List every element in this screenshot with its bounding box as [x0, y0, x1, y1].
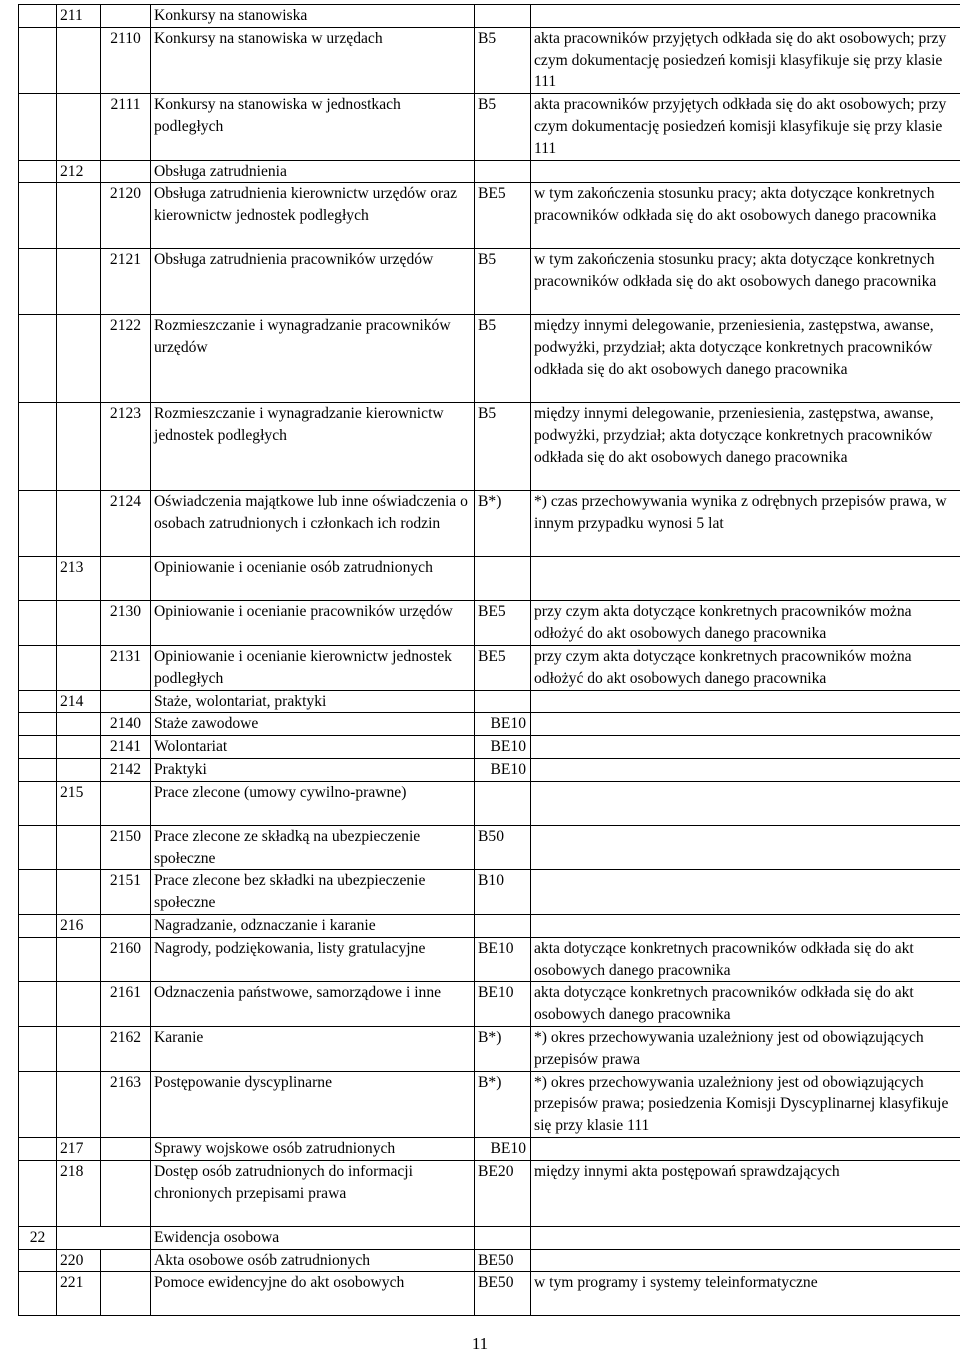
symbol-level-3: 2123 — [101, 403, 151, 491]
symbol-level-2 — [57, 183, 101, 249]
symbol-level-3: 2131 — [101, 645, 151, 690]
table-row — [19, 713, 960, 736]
symbol-level-1 — [19, 870, 57, 915]
remarks — [531, 1137, 960, 1160]
archive-category: BE20 — [475, 1160, 531, 1226]
remarks: między innymi delegowanie, przeniesienia, zastępstwa, awanse, podwyżki, przydział; akta dotyczące konkretnych pracowników odkłada się do akt osobowych danego pracownika — [531, 315, 960, 403]
table-row — [19, 183, 960, 249]
symbol-level-3: 2161 — [101, 982, 151, 1027]
symbol-level-1 — [19, 160, 57, 183]
archive-category — [475, 690, 531, 713]
symbol-level-2 — [57, 315, 101, 403]
table-row — [19, 914, 960, 937]
table-row — [19, 781, 960, 825]
class-title: Opiniowanie i ocenianie osób zatrudnionych — [151, 557, 475, 601]
table-row — [19, 645, 960, 690]
remarks — [531, 1226, 960, 1249]
remarks — [531, 825, 960, 870]
archive-category: B5 — [475, 94, 531, 160]
remarks: akta pracowników przyjętych odkłada się do akt osobowych; przy czym dokumentację posiedzeń komisji klasyfikuje się przy klasie 111 — [531, 94, 960, 160]
symbol-level-3: 2110 — [101, 27, 151, 93]
archive-category: BE10 — [475, 713, 531, 736]
class-title: Staże, wolontariat, praktyki — [151, 690, 475, 713]
symbol-level-1 — [19, 713, 57, 736]
archive-category: BE10 — [475, 937, 531, 982]
class-title: Konkursy na stanowiska — [151, 5, 475, 28]
symbol-level-2 — [57, 1071, 101, 1137]
remarks: *) okres przechowywania uzależniony jest od obowiązujących przepisów prawa — [531, 1026, 960, 1071]
symbol-level-2 — [57, 736, 101, 759]
archive-category: BE10 — [475, 982, 531, 1027]
symbol-level-2: 221 — [57, 1272, 101, 1316]
class-title: Rozmieszczanie i wynagradzanie kierownictw jednostek podległych — [151, 403, 475, 491]
symbol-level-1 — [19, 315, 57, 403]
table-row — [19, 1272, 960, 1316]
symbol-level-1 — [19, 249, 57, 315]
table-row — [19, 1137, 960, 1160]
symbol-level-1: 22 — [19, 1226, 57, 1249]
class-title: Sprawy wojskowe osób zatrudnionych — [151, 1137, 475, 1160]
symbol-level-2: 216 — [57, 914, 101, 937]
symbol-level-2: 217 — [57, 1137, 101, 1160]
class-title: Dostęp osób zatrudnionych do informacji chronionych przepisami prawa — [151, 1160, 475, 1226]
symbol-level-1 — [19, 758, 57, 781]
symbol-level-1 — [19, 825, 57, 870]
archive-category: BE10 — [475, 758, 531, 781]
symbol-level-1 — [19, 1137, 57, 1160]
remarks — [531, 758, 960, 781]
remarks: między innymi delegowanie, przeniesienia, zastępstwa, awanse, podwyżki, przydział; akta dotyczące konkretnych pracowników odkłada się do akt osobowych danego pracownika — [531, 403, 960, 491]
classification-table — [18, 4, 960, 1316]
symbol-level-1 — [19, 1026, 57, 1071]
table-row — [19, 5, 960, 28]
symbol-level-1 — [19, 1160, 57, 1226]
symbol-level-1 — [19, 1272, 57, 1316]
table-row — [19, 982, 960, 1027]
symbol-level-2 — [57, 403, 101, 491]
symbol-level-3: 2140 — [101, 713, 151, 736]
symbol-level-3: 2130 — [101, 601, 151, 646]
table-row — [19, 491, 960, 557]
symbol-level-2: 213 — [57, 557, 101, 601]
symbol-level-3 — [101, 160, 151, 183]
remarks: *) okres przechowywania uzależniony jest od obowiązujących przepisów prawa; posiedzenia Komisji Dyscyplinarnej klasyfikuje się przy klasie 111 — [531, 1071, 960, 1137]
archive-category: B*) — [475, 1071, 531, 1137]
class-title: Opiniowanie i ocenianie kierownictw jednostek podległych — [151, 645, 475, 690]
table-row — [19, 27, 960, 93]
symbol-level-3: 2160 — [101, 937, 151, 982]
symbol-level-1 — [19, 1249, 57, 1272]
symbol-level-2 — [57, 94, 101, 160]
archive-category — [475, 781, 531, 825]
symbol-level-3 — [101, 781, 151, 825]
class-title: Opiniowanie i ocenianie pracowników urzędów — [151, 601, 475, 646]
class-title: Konkursy na stanowiska w jednostkach podległych — [151, 94, 475, 160]
class-title: Karanie — [151, 1026, 475, 1071]
symbol-level-2: 220 — [57, 1249, 101, 1272]
archive-category: B*) — [475, 1026, 531, 1071]
symbol-level-1 — [19, 937, 57, 982]
table-row — [19, 937, 960, 982]
archive-category: BE50 — [475, 1249, 531, 1272]
symbol-level-3: 2121 — [101, 249, 151, 315]
symbol-level-3 — [101, 1249, 151, 1272]
symbol-level-3: 2111 — [101, 94, 151, 160]
classification-rows — [19, 5, 960, 1316]
symbol-level-3 — [101, 690, 151, 713]
symbol-level-2 — [57, 249, 101, 315]
symbol-level-2 — [57, 937, 101, 982]
archive-category: B10 — [475, 870, 531, 915]
archive-category — [475, 914, 531, 937]
table-row — [19, 690, 960, 713]
class-title: Nagradzanie, odznaczanie i karanie — [151, 914, 475, 937]
table-row — [19, 870, 960, 915]
symbol-level-2 — [57, 491, 101, 557]
archive-category: B5 — [475, 315, 531, 403]
symbol-level-2 — [57, 27, 101, 93]
class-title: Obsługa zatrudnienia kierownictw urzędów oraz kierownictw jednostek podległych — [151, 183, 475, 249]
symbol-level-3 — [101, 1137, 151, 1160]
symbol-level-1 — [19, 1071, 57, 1137]
remarks — [531, 781, 960, 825]
table-row — [19, 1249, 960, 1272]
symbol-level-3: 2141 — [101, 736, 151, 759]
remarks — [531, 870, 960, 915]
remarks — [531, 713, 960, 736]
symbol-level-3: 2162 — [101, 1026, 151, 1071]
symbol-level-3 — [101, 557, 151, 601]
symbol-level-1 — [19, 914, 57, 937]
archive-category: BE10 — [475, 736, 531, 759]
symbol-level-3 — [101, 5, 151, 28]
symbol-level-2 — [57, 1026, 101, 1071]
symbol-level-1 — [19, 183, 57, 249]
symbol-level-2: 214 — [57, 690, 101, 713]
symbol-level-3: 2142 — [101, 758, 151, 781]
archive-category: BE5 — [475, 601, 531, 646]
symbol-level-1 — [19, 645, 57, 690]
class-title: Odznaczenia państwowe, samorządowe i inne — [151, 982, 475, 1027]
symbol-level-1 — [19, 781, 57, 825]
remarks — [531, 160, 960, 183]
class-title: Akta osobowe osób zatrudnionych — [151, 1249, 475, 1272]
symbol-level-1 — [19, 557, 57, 601]
archive-category: B5 — [475, 27, 531, 93]
table-row — [19, 825, 960, 870]
remarks: przy czym akta dotyczące konkretnych pracowników można odłożyć do akt osobowych danego pracownika — [531, 601, 960, 646]
symbol-level-2 — [57, 825, 101, 870]
symbol-level-1 — [19, 403, 57, 491]
table-row — [19, 1226, 960, 1249]
symbol-level-3: 2150 — [101, 825, 151, 870]
symbol-level-1 — [19, 27, 57, 93]
table-row — [19, 315, 960, 403]
archive-category: B50 — [475, 825, 531, 870]
class-title: Konkursy na stanowiska w urzędach — [151, 27, 475, 93]
page-number: 11 — [471, 1334, 489, 1353]
table-row — [19, 1071, 960, 1137]
class-title: Oświadczenia majątkowe lub inne oświadczenia o osobach zatrudnionych i członkach ich rodzin — [151, 491, 475, 557]
symbol-level-2: 212 — [57, 160, 101, 183]
table-row — [19, 160, 960, 183]
symbol-level-2 — [57, 1226, 151, 1249]
symbol-level-3 — [101, 1160, 151, 1226]
symbol-level-1 — [19, 601, 57, 646]
symbol-level-3 — [101, 914, 151, 937]
remarks: w tym zakończenia stosunku pracy; akta dotyczące konkretnych pracowników odkłada się do akt osobowych danego pracownika — [531, 183, 960, 249]
class-title: Pomoce ewidencyjne do akt osobowych — [151, 1272, 475, 1316]
archive-category — [475, 1226, 531, 1249]
class-title: Staże zawodowe — [151, 713, 475, 736]
archive-category: BE10 — [475, 1137, 531, 1160]
symbol-level-2: 211 — [57, 5, 101, 28]
class-title: Obsługa zatrudnienia pracowników urzędów — [151, 249, 475, 315]
table-row — [19, 1026, 960, 1071]
class-title: Obsługa zatrudnienia — [151, 160, 475, 183]
remarks: akta dotyczące konkretnych pracowników odkłada się do akt osobowych danego pracownika — [531, 982, 960, 1027]
remarks — [531, 557, 960, 601]
symbol-level-1 — [19, 94, 57, 160]
symbol-level-2 — [57, 758, 101, 781]
symbol-level-2: 218 — [57, 1160, 101, 1226]
archive-category: BE50 — [475, 1272, 531, 1316]
table-row — [19, 94, 960, 160]
archive-category — [475, 5, 531, 28]
remarks — [531, 690, 960, 713]
symbol-level-2 — [57, 645, 101, 690]
remarks: w tym programy i systemy teleinformatyczne — [531, 1272, 960, 1316]
symbol-level-1 — [19, 736, 57, 759]
archive-category: BE5 — [475, 183, 531, 249]
remarks — [531, 914, 960, 937]
table-row — [19, 249, 960, 315]
remarks — [531, 1249, 960, 1272]
table-row — [19, 601, 960, 646]
class-title: Postępowanie dyscyplinarne — [151, 1071, 475, 1137]
table-row — [19, 1160, 960, 1226]
class-title: Nagrody, podziękowania, listy gratulacyjne — [151, 937, 475, 982]
symbol-level-3: 2120 — [101, 183, 151, 249]
archive-category — [475, 557, 531, 601]
class-title: Wolontariat — [151, 736, 475, 759]
symbol-level-2 — [57, 713, 101, 736]
remarks — [531, 736, 960, 759]
remarks: akta dotyczące konkretnych pracowników odkłada się do akt osobowych danego pracownika — [531, 937, 960, 982]
archive-category: B*) — [475, 491, 531, 557]
remarks: akta pracowników przyjętych odkłada się do akt osobowych; przy czym dokumentację posiedzeń komisji klasyfikuje się przy klasie 111 — [531, 27, 960, 93]
class-title: Prace zlecone ze składką na ubezpieczenie społeczne — [151, 825, 475, 870]
remarks: między innymi akta postępowań sprawdzających — [531, 1160, 960, 1226]
remarks: w tym zakończenia stosunku pracy; akta dotyczące konkretnych pracowników odkłada się do akt osobowych danego pracownika — [531, 249, 960, 315]
symbol-level-3: 2151 — [101, 870, 151, 915]
symbol-level-1 — [19, 690, 57, 713]
archive-category — [475, 160, 531, 183]
table-row — [19, 403, 960, 491]
symbol-level-3: 2124 — [101, 491, 151, 557]
symbol-level-2 — [57, 982, 101, 1027]
archive-category: BE5 — [475, 645, 531, 690]
remarks — [531, 5, 960, 28]
symbol-level-3: 2122 — [101, 315, 151, 403]
archive-category: B5 — [475, 249, 531, 315]
symbol-level-3 — [101, 1272, 151, 1316]
table-row — [19, 736, 960, 759]
symbol-level-3: 2163 — [101, 1071, 151, 1137]
symbol-level-1 — [19, 5, 57, 28]
symbol-level-2 — [57, 870, 101, 915]
class-title: Ewidencja osobowa — [151, 1226, 475, 1249]
class-title: Praktyki — [151, 758, 475, 781]
symbol-level-2: 215 — [57, 781, 101, 825]
symbol-level-2 — [57, 601, 101, 646]
class-title: Rozmieszczanie i wynagradzanie pracowników urzędów — [151, 315, 475, 403]
class-title: Prace zlecone bez składki na ubezpieczenie społeczne — [151, 870, 475, 915]
remarks: *) czas przechowywania wynika z odrębnych przepisów prawa, w innym przypadku wynosi 5 lat — [531, 491, 960, 557]
remarks: przy czym akta dotyczące konkretnych pracowników można odłożyć do akt osobowych danego pracownika — [531, 645, 960, 690]
archive-category: B5 — [475, 403, 531, 491]
symbol-level-1 — [19, 491, 57, 557]
table-row — [19, 557, 960, 601]
table-row — [19, 758, 960, 781]
class-title: Prace zlecone (umowy cywilno-prawne) — [151, 781, 475, 825]
symbol-level-1 — [19, 982, 57, 1027]
